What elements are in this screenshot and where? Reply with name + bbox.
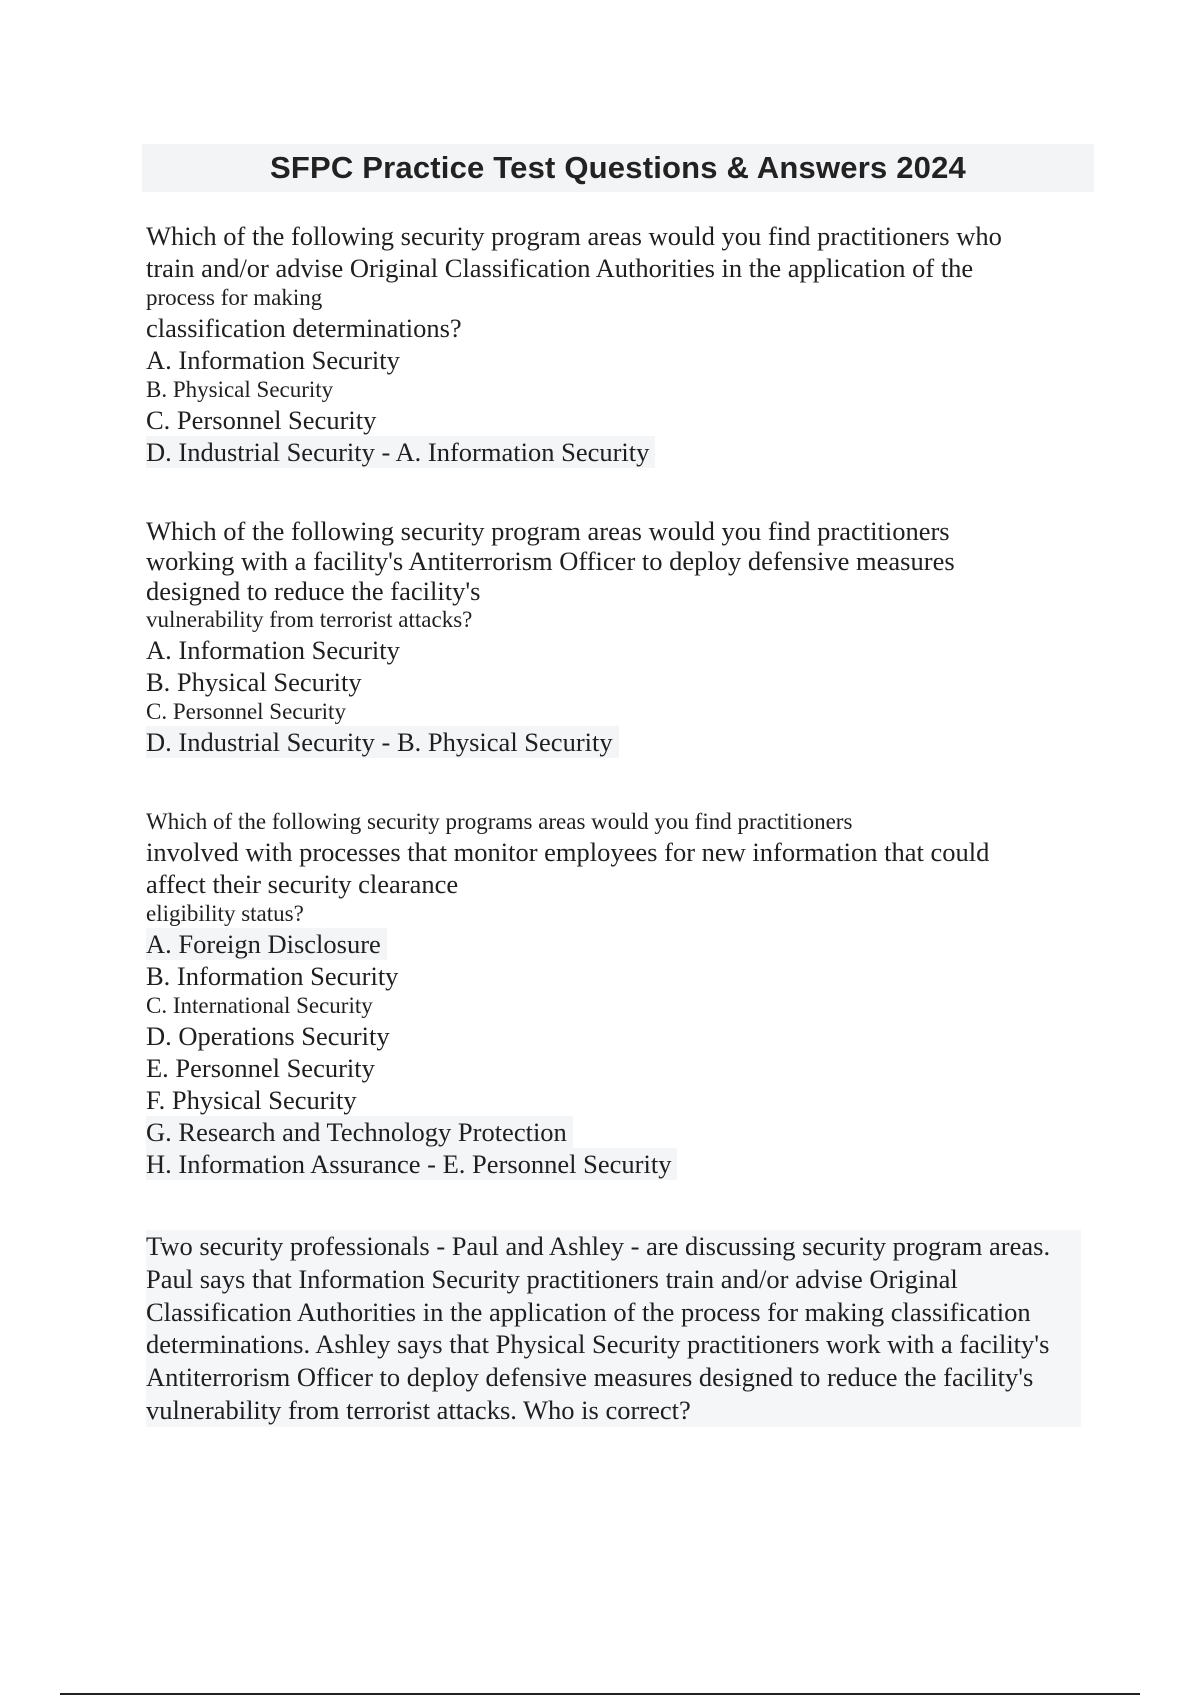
page-title: SFPC Practice Test Questions & Answers 2024 xyxy=(269,150,967,185)
question-4-paragraph: Two security professionals - Paul and Ashley - are discussing security program areas. Paul says that Information Security practitioners train and/or advise Original Classification Authorities in the application of the process for making classification determinations. Ashley says that Physical Security practitioners work with a facility's Antiterrorism Officer to deploy defensive measures designed to reduce the facility's vulnerability from terrorist attacks. Who is correct? xyxy=(146,1230,1081,1427)
footer-divider xyxy=(60,1693,1140,1695)
question-1-option-a: A. Information Security xyxy=(146,345,400,375)
question-1-option-b: B. Physical Security xyxy=(146,377,334,402)
question-1-line-3: process for making xyxy=(146,285,323,310)
question-2-line-1: Which of the following security program areas would you find practitioners xyxy=(146,516,950,546)
question-2-option-a: A. Information Security xyxy=(146,635,400,665)
question-3-line-2: involved with processes that monitor employees for new information that could xyxy=(146,837,990,867)
question-3-line-1: Which of the following security programs areas would you find practitioners xyxy=(146,809,853,834)
question-3-option-f: F. Physical Security xyxy=(146,1085,357,1115)
question-3 xyxy=(146,808,1096,1180)
question-2-option-c: C. Personnel Security xyxy=(146,699,346,724)
question-3-line-3: affect their security clearance xyxy=(146,869,459,899)
question-3-option-a: A. Foreign Disclosure xyxy=(146,928,387,960)
question-3-option-c: C. International Security xyxy=(146,993,373,1018)
question-3-option-d: D. Operations Security xyxy=(146,1021,390,1051)
question-2 xyxy=(146,516,1096,758)
question-2-option-d-answer: D. Industrial Security - B. Physical Security xyxy=(146,726,619,758)
question-3-option-b: B. Information Security xyxy=(146,961,399,991)
question-3-option-e: E. Personnel Security xyxy=(146,1053,375,1083)
question-1-option-d-answer: D. Industrial Security - A. Information Security xyxy=(146,436,655,468)
question-3-option-g: G. Research and Technology Protection xyxy=(146,1116,573,1148)
question-2-line-4: vulnerability from terrorist attacks? xyxy=(146,607,473,632)
question-2-line-3: designed to reduce the facility's xyxy=(146,576,481,606)
question-3-line-4: eligibility status? xyxy=(146,901,304,926)
question-2-option-b: B. Physical Security xyxy=(146,667,362,697)
question-4 xyxy=(146,1230,1096,1427)
question-2-line-2: working with a facility's Antiterrorism Officer to deploy defensive measures xyxy=(146,546,955,576)
question-1-line-1: Which of the following security program areas would you find practitioners who xyxy=(146,221,1002,251)
question-1-line-4: classification determinations? xyxy=(146,313,462,343)
title-banner xyxy=(142,144,1094,192)
question-1-line-2: train and/or advise Original Classification Authorities in the application of the xyxy=(146,253,974,283)
question-1 xyxy=(146,220,1096,468)
question-1-option-c: C. Personnel Security xyxy=(146,405,377,435)
question-3-option-h-answer: H. Information Assurance - E. Personnel Security xyxy=(146,1148,677,1180)
